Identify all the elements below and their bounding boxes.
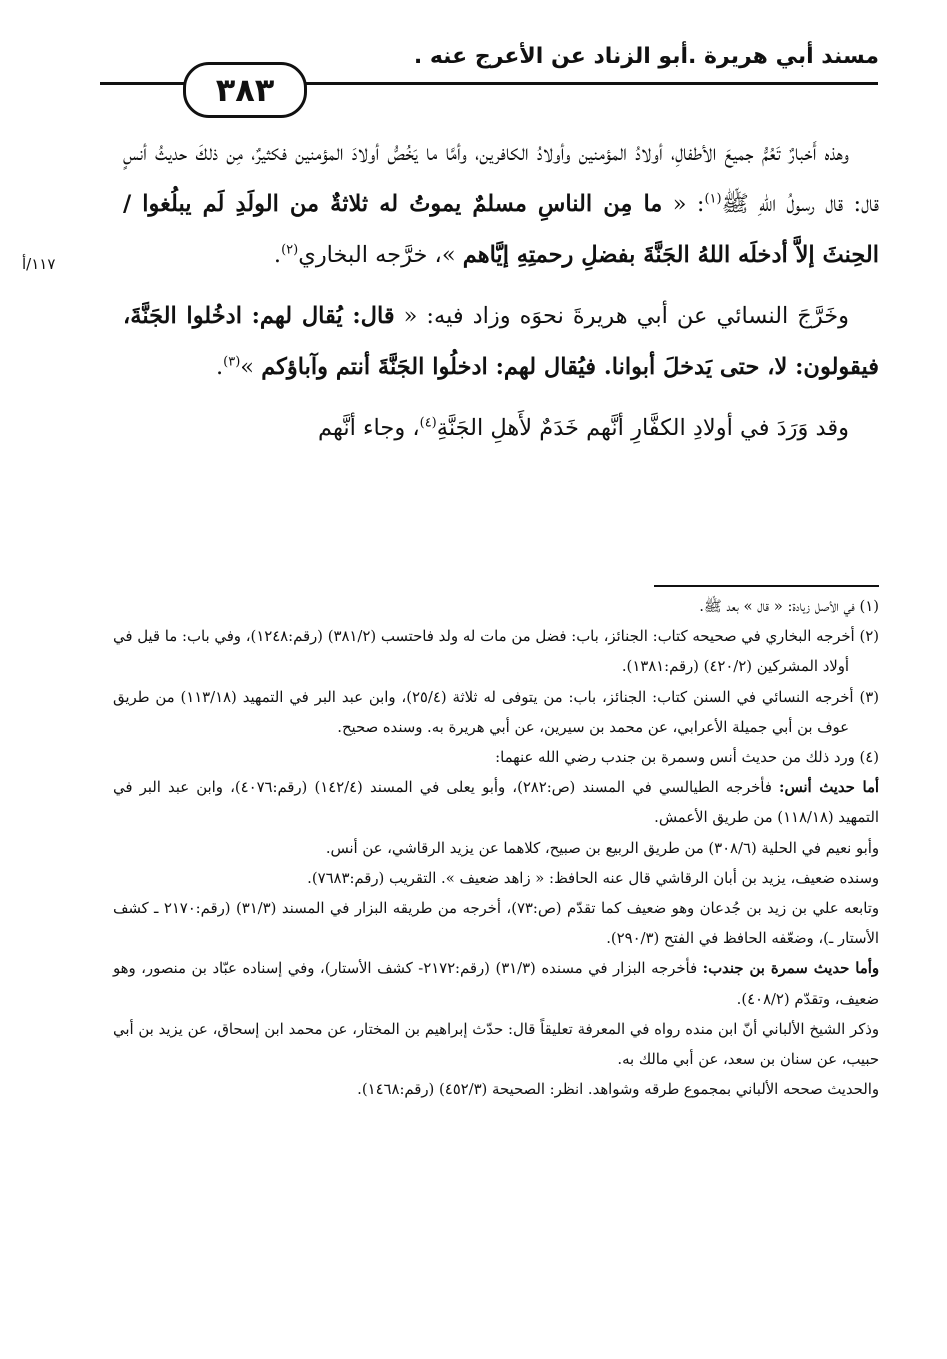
footnote-4-albani-1: وذكر الشيخ الألباني أنّ ابن منده رواه في المعرفة تعليقاً قال: حدّث إبراهيم بن المختار، عن محمد ابن إسحاق، عن يزيد بن أبي حبيب، عن سنان بن سعد، عن أبي مالك به. <box>113 1020 879 1069</box>
footnote-4-abu-nuaim: وأبو نعيم في الحلية (٣٠٨/٦) من طريق الربيع بن صبيح، كلاهما عن يزيد الرقاشي، عن أنس. <box>325 839 879 857</box>
text-run: وقد وَرَدَ في أولادِ الكفَّارِ أنَّهم خَدَمٌ لأَهلِ الجَنَّةِ <box>436 415 849 441</box>
anas-text: فأخرجه الطيالسي في المسند (ص:٢٨٢)، وأبو يعلى في المسند (١٤٢/٤) (رقم:٤٠٧٦)، وابن عبد البر في التمهيد (١١٨/١٨) من طريق الأعمش. <box>113 779 879 827</box>
paragraph-2 <box>123 291 879 393</box>
footnote-ref-4: (٤) <box>419 415 437 431</box>
text-run: وهذه أَخبارٌ تَعُمُّ جميعَ الأطفالِ، أولادُ المؤمنين وأولادُ الكافرين، وأمَّا ما يَخُصُّ أولادَ المؤمنين فكثيرٌ، مِن ذلكَ حديثُ أنسٍ قال: قال رسولُ اللهِ ﷺ <box>123 140 879 217</box>
footnote-4-tabaahu: وتابعه علي بن زيد بن جُدعان وهو ضعيف كما تقدّم (ص:٧٣)، أخرجه من طريقه البزار في المسند (٣١/٣) (رقم:٢١٧٠ ـ كشف الأستار ـ)، وضعّفه الحافظ في الفتح (٢٩٠/٣). <box>113 900 880 948</box>
running-title: مسند أبي هريرة .أبو الزناد عن الأعرج عنه . <box>413 44 879 69</box>
hadith-quote: ما مِن الناسِ مسلمٌ يموتُ له ثلاثةٌ من الولَدِ لَم يبلُغوا / الحِنثَ إلاَّ أدخلَه اللهُ الجَنَّةَ بفضلِ رحمتِهِ إيَّاهم <box>123 191 879 268</box>
manuscript-folio-note: ١١٧/أ <box>22 255 56 273</box>
paragraph-1 <box>123 128 879 281</box>
anas-label: أما حديث أنس: <box>779 779 879 797</box>
paragraph-3 <box>123 403 879 454</box>
footnote-4-samura <box>113 954 879 1014</box>
hadith-quote: قال: يُقال لهم: ادخُلوا الجَنَّةَ، فيقولون: لا، حتى يَدخلَ أبوانا. فيُقال لهم: ادخلُوا الجَنَّةَ أنتم وآباؤكم <box>123 303 879 380</box>
text-run: وخَرَّجَ النسائي عن أبي هريرةَ نحوَه وزاد فيه: « <box>394 303 850 329</box>
footnote-separator <box>654 585 879 587</box>
footnote-4-sanad: وسنده ضعيف، يزيد بن أبان الرقاشي قال عنه الحافظ: « زاهد ضعيف ». التقريب (رقم:٧٦٨٣). <box>307 869 879 887</box>
footnote-4-albani-2: والحديث صححه الألباني بمجموع طرقه وشواهد. انظر: الصحيحة (٤٥٢/٣) (رقم:١٤٦٨). <box>357 1081 879 1099</box>
footnotes <box>113 592 879 1105</box>
footnote-3: (٣) أخرجه النسائي في السنن كتاب: الجنائز، باب: من يتوفى له ثلاثة (٢٥/٤)، وابن عبد البر في التمهيد (١١٣/١٨) من طريق عوف بن أبي جميلة الأعرابي، عن محمد بن سيرين، عن أبي هريرة به. وسنده صحيح. <box>113 688 879 736</box>
footnote-ref-2: (٢) <box>281 242 299 258</box>
text-run: » <box>240 354 262 380</box>
text-run: ، وجاء أنَّهم <box>317 415 420 441</box>
text-run: . <box>215 354 224 380</box>
text-run: : « <box>662 191 705 217</box>
text-run: . <box>273 242 282 268</box>
samura-text: فأخرجه البزار في مسنده (٣١/٣) (رقم:٢١٧٢- كشف الأستار)، وفي إسناده عبّاد بن منصور، وهو ضعيف، وتقدّم (٤٠٨/٢). <box>113 960 879 1008</box>
footnote-1: (١) في الأصل زيادة: « قال » بعد ﷺ. <box>699 598 879 615</box>
footnote-2: (٢) أخرجه البخاري في صحيحه كتاب: الجنائز، باب: فضل من مات له ولد فاحتسب (٣٨١/٢) (رقم:١٢٤٨)، وفي باب: ما قيل في أولاد المشركين (٤٢٠/٢) (رقم:١٣٨١). <box>113 628 879 676</box>
footnote-4-intro: (٤) ورد ذلك من حديث أنس وسمرة بن جندب رضي الله عنهما: <box>495 749 879 767</box>
main-text <box>123 128 879 454</box>
samura-label: وأما حديث سمرة بن جندب: <box>702 960 879 978</box>
footnote-ref-3: (٣) <box>223 354 241 370</box>
footnote-4-anas <box>113 773 879 833</box>
footnote-ref-1: (١) <box>704 191 722 207</box>
text-run: »، خرَّجه البخاري <box>298 242 463 268</box>
page-number: ٣٨٣ <box>183 62 307 118</box>
